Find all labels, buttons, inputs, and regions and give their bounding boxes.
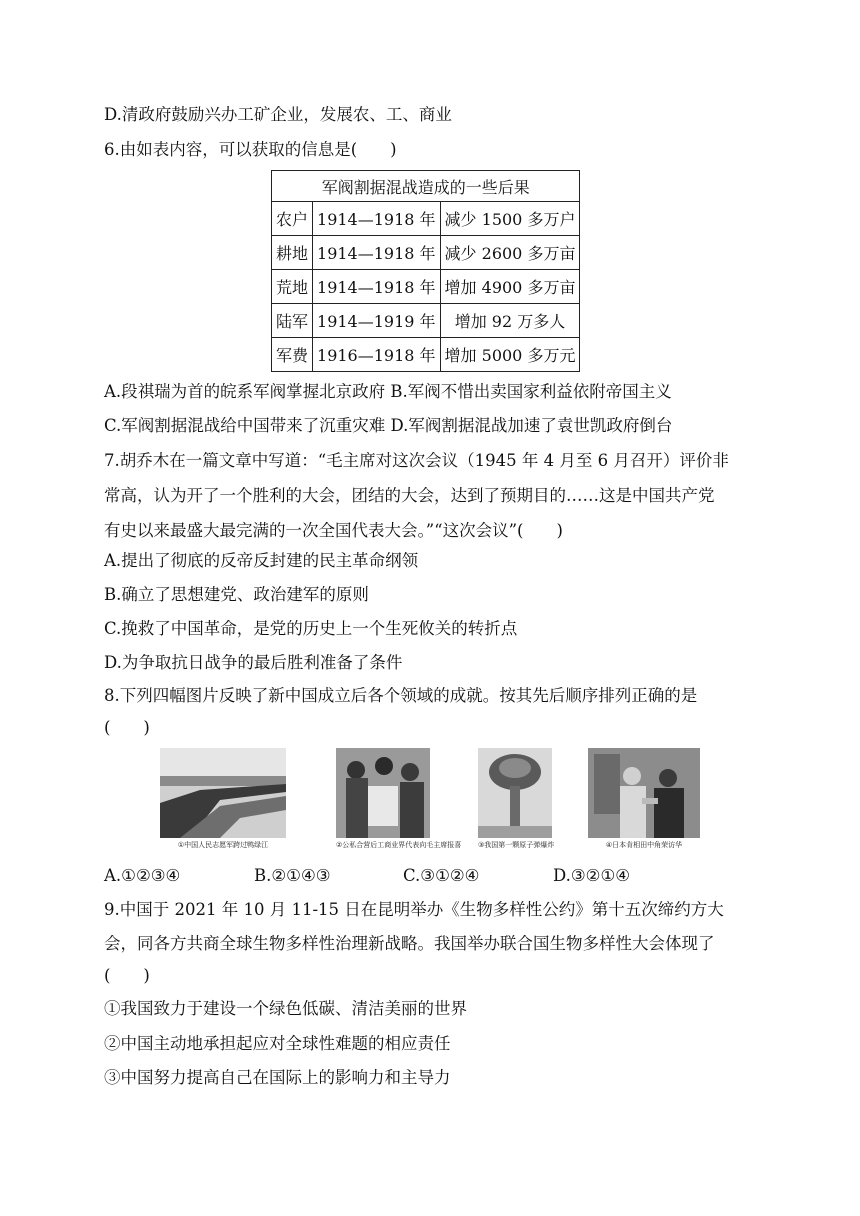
- picture-caption: ④日本肯相田中角荣访华: [605, 841, 683, 849]
- troops-crossing-bridge-photo: [160, 748, 286, 838]
- table-cell: 1914—1918 年: [313, 202, 441, 236]
- q7-stem-line1: 7.胡乔木在一篇文章中写道：“毛主席对这次会议（1945 年 4 月至 6 月召开）评价非: [104, 451, 729, 470]
- picture-business-report: [336, 748, 462, 852]
- q6-stem: 6.由如表内容，可以获取的信息是( ): [104, 140, 397, 159]
- q8-options: [104, 865, 630, 887]
- picture-caption: ③我国第一颗原子弹爆炸: [478, 841, 555, 849]
- picture-tanaka-visit: [588, 748, 700, 852]
- q9-statement-1: ①我国致力于建设一个绿色低碳、清洁美丽的世界: [104, 999, 467, 1018]
- picture-volunteer-army: [160, 748, 286, 852]
- q9-stem-line2: 会，同各方共商全球生物多样性治理新战略。我国举办联合国生物多样性大会体现了: [104, 934, 715, 953]
- table-cell: 1914—1918 年: [313, 270, 441, 304]
- table-cell: 1914—1918 年: [313, 236, 441, 270]
- table-title: 军阀割据混战造成的一些后果: [272, 171, 580, 202]
- q9-stem-line1: 9.中国于 2021 年 10 月 11-15 日在昆明举办《生物多样性公约》第十五次缔约方大: [104, 900, 724, 919]
- q8-option-a: A.①②③④: [104, 866, 181, 885]
- q9-statement-2: ②中国主动地承担起应对全球性难题的相应责任: [104, 1034, 451, 1053]
- table-cell: 1916—1918 年: [313, 338, 441, 372]
- q7-stem-line2: 常高，认为开了一个胜利的大会，团结的大会，达到了预期目的……这是中国共产党: [104, 486, 715, 505]
- q7-option-a: A.提出了彻底的反帝反封建的民主革命纲领: [104, 551, 419, 570]
- table-cell: 增加 4900 多万亩: [440, 270, 580, 304]
- q8-stem-line1: 8.下列四幅图片反映了新中国成立后各个领域的成就。按其先后顺序排列正确的是: [104, 686, 698, 705]
- q9-stem-line3: ( ): [104, 966, 150, 985]
- table-cell: 荒地: [272, 270, 313, 304]
- q8-picture-strip: [160, 748, 700, 852]
- q8-stem-line2: ( ): [104, 718, 150, 737]
- q5-option-d: D.清政府鼓励兴办工矿企业，发展农、工、商业: [104, 105, 452, 124]
- table-cell: 减少 1500 多万户: [440, 202, 580, 236]
- handshake-photo: [588, 748, 700, 838]
- picture-caption: ②公私合营后工商业界代表向毛主席报喜: [336, 841, 462, 849]
- table-cell: 农户: [272, 202, 313, 236]
- q7-option-b: B.确立了思想建党、政治建军的原则: [104, 585, 369, 604]
- table-row: [272, 202, 580, 236]
- picture-caption: ①中国人民志愿军跨过鸭绿江: [177, 841, 269, 849]
- table-row: [272, 270, 580, 304]
- mushroom-cloud-photo: [478, 748, 552, 838]
- table-cell: 陆军: [272, 304, 313, 338]
- table-cell: 增加 92 万多人: [440, 304, 580, 338]
- q6-options-cd: C.军阀割据混战给中国带来了沉重灾难 D.军阀割据混战加速了袁世凯政府倒台: [104, 416, 673, 435]
- q7-stem-line3: 有史以来最盛大最完满的一次全国代表大会。”“这次会议”( ): [104, 521, 563, 540]
- q8-option-d: D.③②①④: [553, 866, 631, 885]
- q8-option-b: B.②①④③: [254, 866, 331, 885]
- q9-statement-3: ③中国努力提高自己在国际上的影响力和主导力: [104, 1068, 451, 1087]
- table-cell: 1914—1919 年: [313, 304, 441, 338]
- warlord-consequences-table: [271, 170, 580, 372]
- table-cell: 减少 2600 多万亩: [440, 236, 580, 270]
- table-row: [272, 236, 580, 270]
- crowd-celebration-photo: [336, 748, 430, 838]
- q7-option-c: C.挽救了中国革命，是党的历史上一个生死攸关的转折点: [104, 619, 518, 638]
- table-cell: 耕地: [272, 236, 313, 270]
- picture-atomic-bomb: [478, 748, 555, 852]
- q6-options-ab: A.段祺瑞为首的皖系军阀掌握北京政府 B.军阀不惜出卖国家利益依附帝国主义: [104, 382, 672, 401]
- table-row: [272, 304, 580, 338]
- table-cell: 军费: [272, 338, 313, 372]
- q7-option-d: D.为争取抗日战争的最后胜利准备了条件: [104, 653, 403, 672]
- table-cell: 增加 5000 多万元: [440, 338, 580, 372]
- q8-option-c: C.③①②④: [403, 866, 480, 885]
- table-row: [272, 338, 580, 372]
